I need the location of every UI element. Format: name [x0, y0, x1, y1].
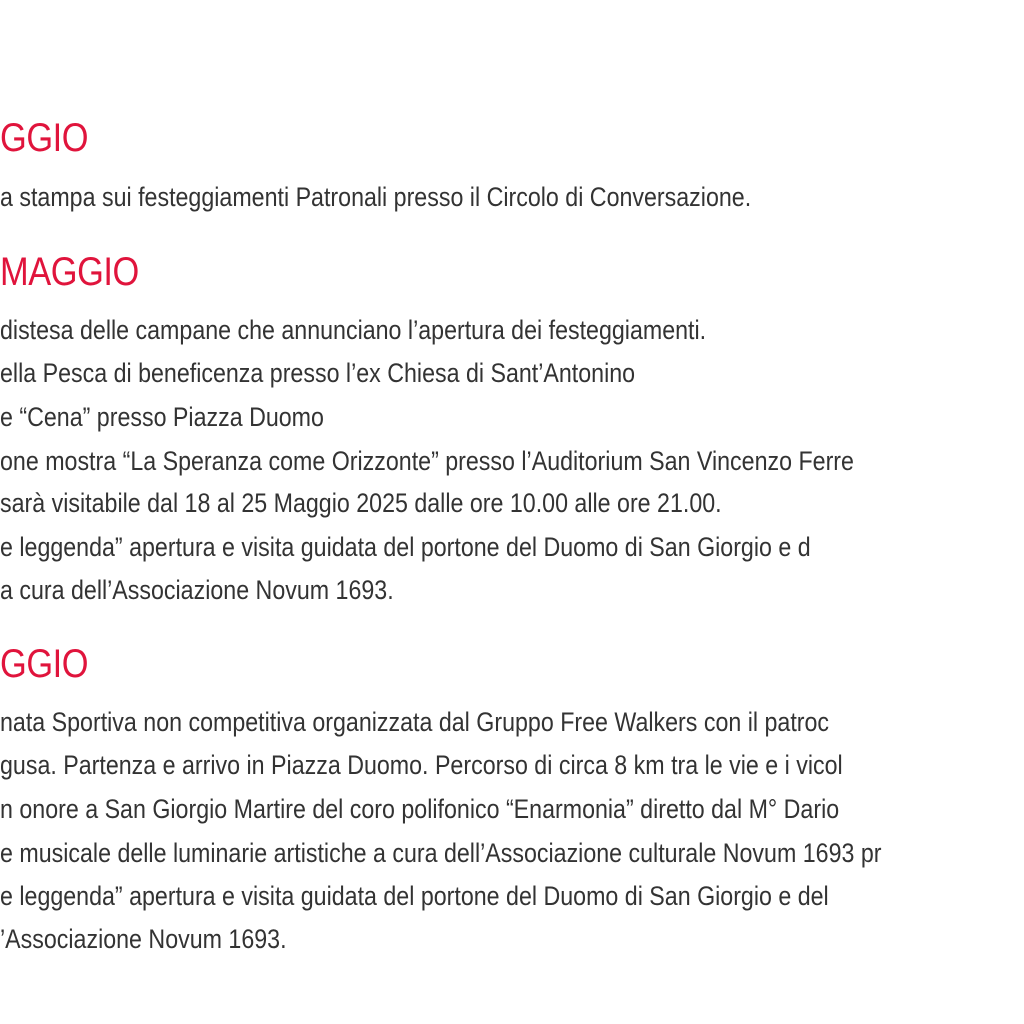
event-line: n onore a San Giorgio Martire del coro polifonico “Enarmonia” diretto dal M° Dario [0, 794, 840, 824]
event-line: ella Pesca di beneficenza presso l’ex Chiesa di Sant’Antonino [0, 358, 636, 388]
event-line: e leggenda” apertura e visita guidata del portone del Duomo di San Giorgio e del [0, 881, 829, 911]
event-line: e leggenda” apertura e visita guidata del portone del Duomo di San Giorgio e d [0, 532, 811, 562]
event-line: e “Cena” presso Piazza Duomo [0, 402, 324, 432]
event-line: ’Associazione Novum 1693. [0, 924, 287, 954]
section-heading-day-1: GGIO [0, 116, 89, 160]
event-line: one mostra “La Speranza come Orizzonte” presso l’Auditorium San Vincenzo Ferre [0, 446, 854, 476]
event-line: a cura dell’Associazione Novum 1693. [0, 575, 394, 605]
event-line: gusa. Partenza e arrivo in Piazza Duomo. Percorso di circa 8 km tra le vie e i vicol [0, 750, 843, 780]
section-heading-day-3: GGIO [0, 642, 89, 686]
event-line: e musicale delle luminarie artistiche a cura dell’Associazione culturale Novum 1693 pr [0, 838, 882, 868]
event-line: nata Sportiva non competitiva organizzata dal Gruppo Free Walkers con il patroc [0, 707, 830, 737]
event-line: distesa delle campane che annunciano l’apertura dei festeggiamenti. [0, 315, 707, 345]
event-line: a stampa sui festeggiamenti Patronali presso il Circolo di Conversazione. [0, 182, 752, 212]
event-line: sarà visitabile dal 18 al 25 Maggio 2025 dalle ore 10.00 alle ore 21.00. [0, 488, 722, 518]
section-heading-day-2: MAGGIO [0, 250, 139, 294]
